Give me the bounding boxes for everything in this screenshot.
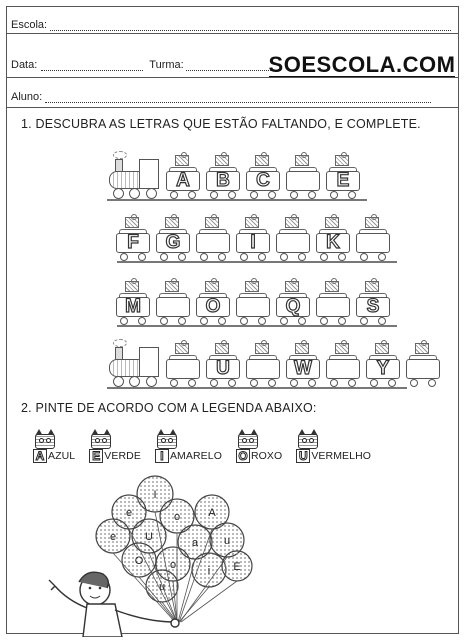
student-row bbox=[11, 81, 431, 103]
gift-icon bbox=[245, 281, 259, 292]
train-car[interactable] bbox=[155, 291, 191, 325]
car-letter bbox=[155, 297, 191, 317]
gift-icon bbox=[295, 155, 309, 166]
legend-color-name: AZUL bbox=[48, 450, 76, 462]
train-3 bbox=[115, 277, 395, 325]
date-label: Data: bbox=[11, 59, 38, 71]
gift-icon bbox=[325, 217, 339, 228]
gift-icon bbox=[255, 343, 269, 354]
gift-icon bbox=[335, 155, 349, 166]
car-letter: A bbox=[176, 170, 190, 191]
car-letter: O bbox=[205, 296, 221, 317]
car-letter bbox=[195, 233, 231, 253]
legend-item bbox=[155, 429, 222, 463]
gift-icon bbox=[205, 217, 219, 228]
train-1 bbox=[105, 151, 365, 199]
car-letter bbox=[315, 297, 351, 317]
school-row bbox=[11, 9, 451, 31]
car-letter bbox=[285, 171, 321, 191]
track-line bbox=[107, 199, 367, 201]
car-letter: G bbox=[165, 232, 181, 253]
legend-vowel: I bbox=[155, 449, 169, 463]
train-4 bbox=[105, 339, 445, 387]
balloon-letter: e bbox=[125, 507, 133, 519]
gift-icon bbox=[205, 281, 219, 292]
car-letter: S bbox=[366, 296, 380, 317]
car-letter: U bbox=[216, 358, 230, 379]
train-car[interactable] bbox=[325, 353, 361, 387]
car-letter: C bbox=[256, 170, 270, 191]
gift-icon bbox=[175, 343, 189, 354]
car-letter: B bbox=[216, 170, 230, 191]
soescola-logo: SOESCOLA.COM bbox=[268, 52, 456, 77]
legend-vowel: E bbox=[89, 449, 103, 463]
gift-icon bbox=[165, 217, 179, 228]
train-car[interactable] bbox=[195, 291, 231, 325]
legend-color-name: VERDE bbox=[104, 450, 141, 462]
gift-icon bbox=[215, 343, 229, 354]
header-divider bbox=[7, 77, 458, 78]
cat-icon bbox=[236, 429, 260, 449]
cat-icon bbox=[33, 429, 57, 449]
train-car[interactable] bbox=[315, 227, 351, 261]
legend-item bbox=[33, 429, 75, 463]
train-car[interactable] bbox=[285, 353, 321, 387]
legend-vowel: O bbox=[236, 449, 250, 463]
balloon-letter: o bbox=[169, 559, 177, 571]
train-2 bbox=[115, 213, 395, 261]
car-letter bbox=[355, 233, 391, 253]
balloon-letter: U bbox=[145, 531, 153, 543]
cat-icon bbox=[155, 429, 179, 449]
cat-icon bbox=[89, 429, 113, 449]
train-car[interactable] bbox=[275, 227, 311, 261]
gift-icon bbox=[125, 217, 139, 228]
car-letter: W bbox=[294, 358, 312, 379]
gift-icon bbox=[365, 217, 379, 228]
balloon-letter: o bbox=[173, 511, 181, 523]
balloon-letter: u bbox=[223, 535, 231, 547]
train-car[interactable] bbox=[325, 165, 361, 199]
student-label: Aluno: bbox=[11, 91, 43, 103]
car-letter: Y bbox=[376, 358, 390, 379]
train-car[interactable] bbox=[245, 165, 281, 199]
legend-color-name: ROXO bbox=[250, 450, 283, 462]
date-field[interactable] bbox=[41, 61, 143, 71]
gift-icon bbox=[255, 155, 269, 166]
train-car[interactable] bbox=[405, 353, 441, 387]
track-line bbox=[107, 387, 407, 389]
balloon-letter: A bbox=[208, 507, 216, 519]
train-car[interactable] bbox=[115, 227, 151, 261]
train-car[interactable] bbox=[165, 165, 201, 199]
gift-icon bbox=[165, 281, 179, 292]
train-car[interactable] bbox=[165, 353, 201, 387]
legend-item bbox=[296, 429, 371, 463]
worksheet bbox=[6, 6, 459, 634]
track-line bbox=[117, 325, 397, 327]
car-letter bbox=[405, 359, 441, 379]
train-car[interactable] bbox=[245, 353, 281, 387]
school-label: Escola: bbox=[11, 19, 48, 31]
gift-icon bbox=[365, 281, 379, 292]
header-divider bbox=[7, 33, 458, 34]
color-legend bbox=[33, 429, 385, 463]
gift-icon bbox=[175, 155, 189, 166]
car-letter bbox=[165, 359, 201, 379]
student-field[interactable] bbox=[45, 93, 431, 103]
cat-icon bbox=[296, 429, 320, 449]
exercise-2-title: 2. PINTE DE ACORDO COM A LEGENDA ABAIXO: bbox=[21, 401, 317, 415]
legend-item bbox=[89, 429, 141, 463]
legend-color-name: VERMELHO bbox=[311, 450, 372, 462]
train-car[interactable] bbox=[275, 291, 311, 325]
car-letter: F bbox=[127, 232, 139, 253]
car-letter bbox=[235, 297, 271, 317]
train-car[interactable] bbox=[365, 353, 401, 387]
gift-icon bbox=[125, 281, 139, 292]
car-letter: M bbox=[125, 296, 141, 317]
gift-icon bbox=[415, 343, 429, 354]
train-car[interactable] bbox=[285, 165, 321, 199]
gift-icon bbox=[375, 343, 389, 354]
gift-icon bbox=[285, 217, 299, 228]
legend-item bbox=[236, 429, 282, 463]
child-with-balloons-illustration bbox=[27, 472, 267, 637]
train-car[interactable] bbox=[155, 227, 191, 261]
car-letter: E bbox=[336, 170, 350, 191]
train-car[interactable] bbox=[315, 291, 351, 325]
train-car[interactable] bbox=[235, 227, 271, 261]
car-letter bbox=[325, 359, 361, 379]
balloon-letter: E bbox=[233, 561, 241, 573]
gift-icon bbox=[325, 281, 339, 292]
balloon-letter: O bbox=[134, 555, 144, 567]
car-letter bbox=[245, 359, 281, 379]
car-letter: K bbox=[326, 232, 340, 253]
car-letter: I bbox=[250, 232, 256, 253]
locomotive-icon bbox=[105, 339, 161, 387]
car-letter: Q bbox=[285, 296, 301, 317]
header-divider bbox=[7, 107, 458, 108]
train-car[interactable] bbox=[355, 227, 391, 261]
gift-icon bbox=[285, 281, 299, 292]
balloon-letter: e bbox=[109, 531, 117, 543]
legend-vowel: A bbox=[33, 449, 47, 463]
school-field[interactable] bbox=[50, 21, 451, 31]
train-car[interactable] bbox=[195, 227, 231, 261]
exercise-1-title: 1. DESCUBRA AS LETRAS QUE ESTÃO FALTANDO, E COMPLETE. bbox=[21, 117, 421, 131]
locomotive-icon bbox=[105, 151, 161, 199]
class-field[interactable] bbox=[186, 61, 271, 71]
train-car[interactable] bbox=[205, 353, 241, 387]
date-class-row bbox=[11, 49, 271, 71]
legend-color-name: AMARELO bbox=[169, 450, 222, 462]
balloon-letter: I bbox=[153, 489, 157, 501]
train-car[interactable] bbox=[205, 165, 241, 199]
gift-icon bbox=[295, 343, 309, 354]
balloon-letter: i bbox=[207, 565, 211, 577]
legend-vowel: U bbox=[296, 449, 310, 463]
track-line bbox=[117, 261, 397, 263]
train-car[interactable] bbox=[115, 291, 151, 325]
balloon-letter: a bbox=[191, 537, 199, 549]
gift-icon bbox=[215, 155, 229, 166]
gift-icon bbox=[245, 217, 259, 228]
class-label: Turma: bbox=[149, 59, 184, 71]
car-letter bbox=[275, 233, 311, 253]
gift-icon bbox=[335, 343, 349, 354]
train-car[interactable] bbox=[235, 291, 271, 325]
balloon-letter: u bbox=[158, 581, 166, 593]
train-car[interactable] bbox=[355, 291, 391, 325]
